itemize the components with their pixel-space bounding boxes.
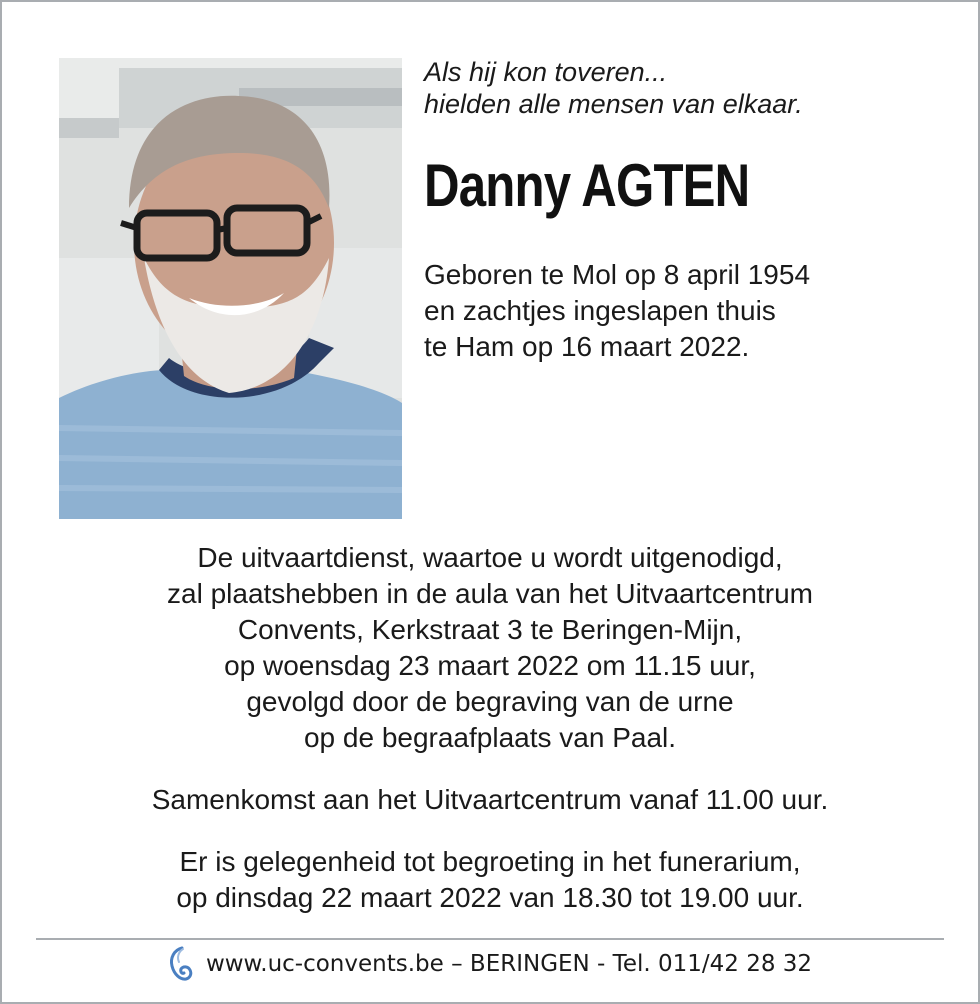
bio-line-1: Geboren te Mol op 8 april 1954 xyxy=(424,259,811,290)
quote-line-1: Als hij kon toveren... xyxy=(424,57,668,87)
spacer xyxy=(0,756,980,782)
service-line-2: zal plaatshebben in de aula van het Uitvaartcentrum xyxy=(167,578,813,609)
portrait-illustration xyxy=(59,58,402,519)
memorial-quote xyxy=(424,56,803,120)
service-line-4: op woensdag 23 maart 2022 om 11.15 uur, xyxy=(224,650,756,681)
bio-line-3: te Ham op 16 maart 2022. xyxy=(424,331,750,362)
visitation-line-2: op dinsdag 22 maart 2022 van 18.30 tot 19.00 uur. xyxy=(176,882,804,913)
footer-divider xyxy=(36,938,944,940)
gathering-line: Samenkomst aan het Uitvaartcentrum vanaf 11.00 uur. xyxy=(151,784,829,815)
funeral-home-footer xyxy=(0,944,980,984)
service-line-6: op de begraafplaats van Paal. xyxy=(303,722,677,753)
birth-death-info xyxy=(424,257,810,365)
service-line-5: gevolgd door de begraving van de urne xyxy=(246,686,734,717)
bio-line-2: en zachtjes ingeslapen thuis xyxy=(424,295,776,326)
visitation-line-1: Er is gelegenheid tot begroeting in het funerarium, xyxy=(179,846,801,877)
service-line-1: De uitvaartdienst, waartoe u wordt uitgenodigd, xyxy=(197,542,783,573)
deceased-name: Danny AGTEN xyxy=(424,152,750,219)
spacer xyxy=(0,818,980,844)
service-line-3: Convents, Kerkstraat 3 te Beringen-Mijn, xyxy=(237,614,743,645)
portrait-photo xyxy=(59,58,402,519)
service-details xyxy=(0,540,980,916)
quote-line-2: hielden alle mensen van elkaar. xyxy=(424,89,803,119)
funeral-home-logo-icon xyxy=(168,946,194,982)
footer-contact-text[interactable]: www.uc-convents.be – BERINGEN - Tel. 011/42 28 32 xyxy=(205,951,813,977)
